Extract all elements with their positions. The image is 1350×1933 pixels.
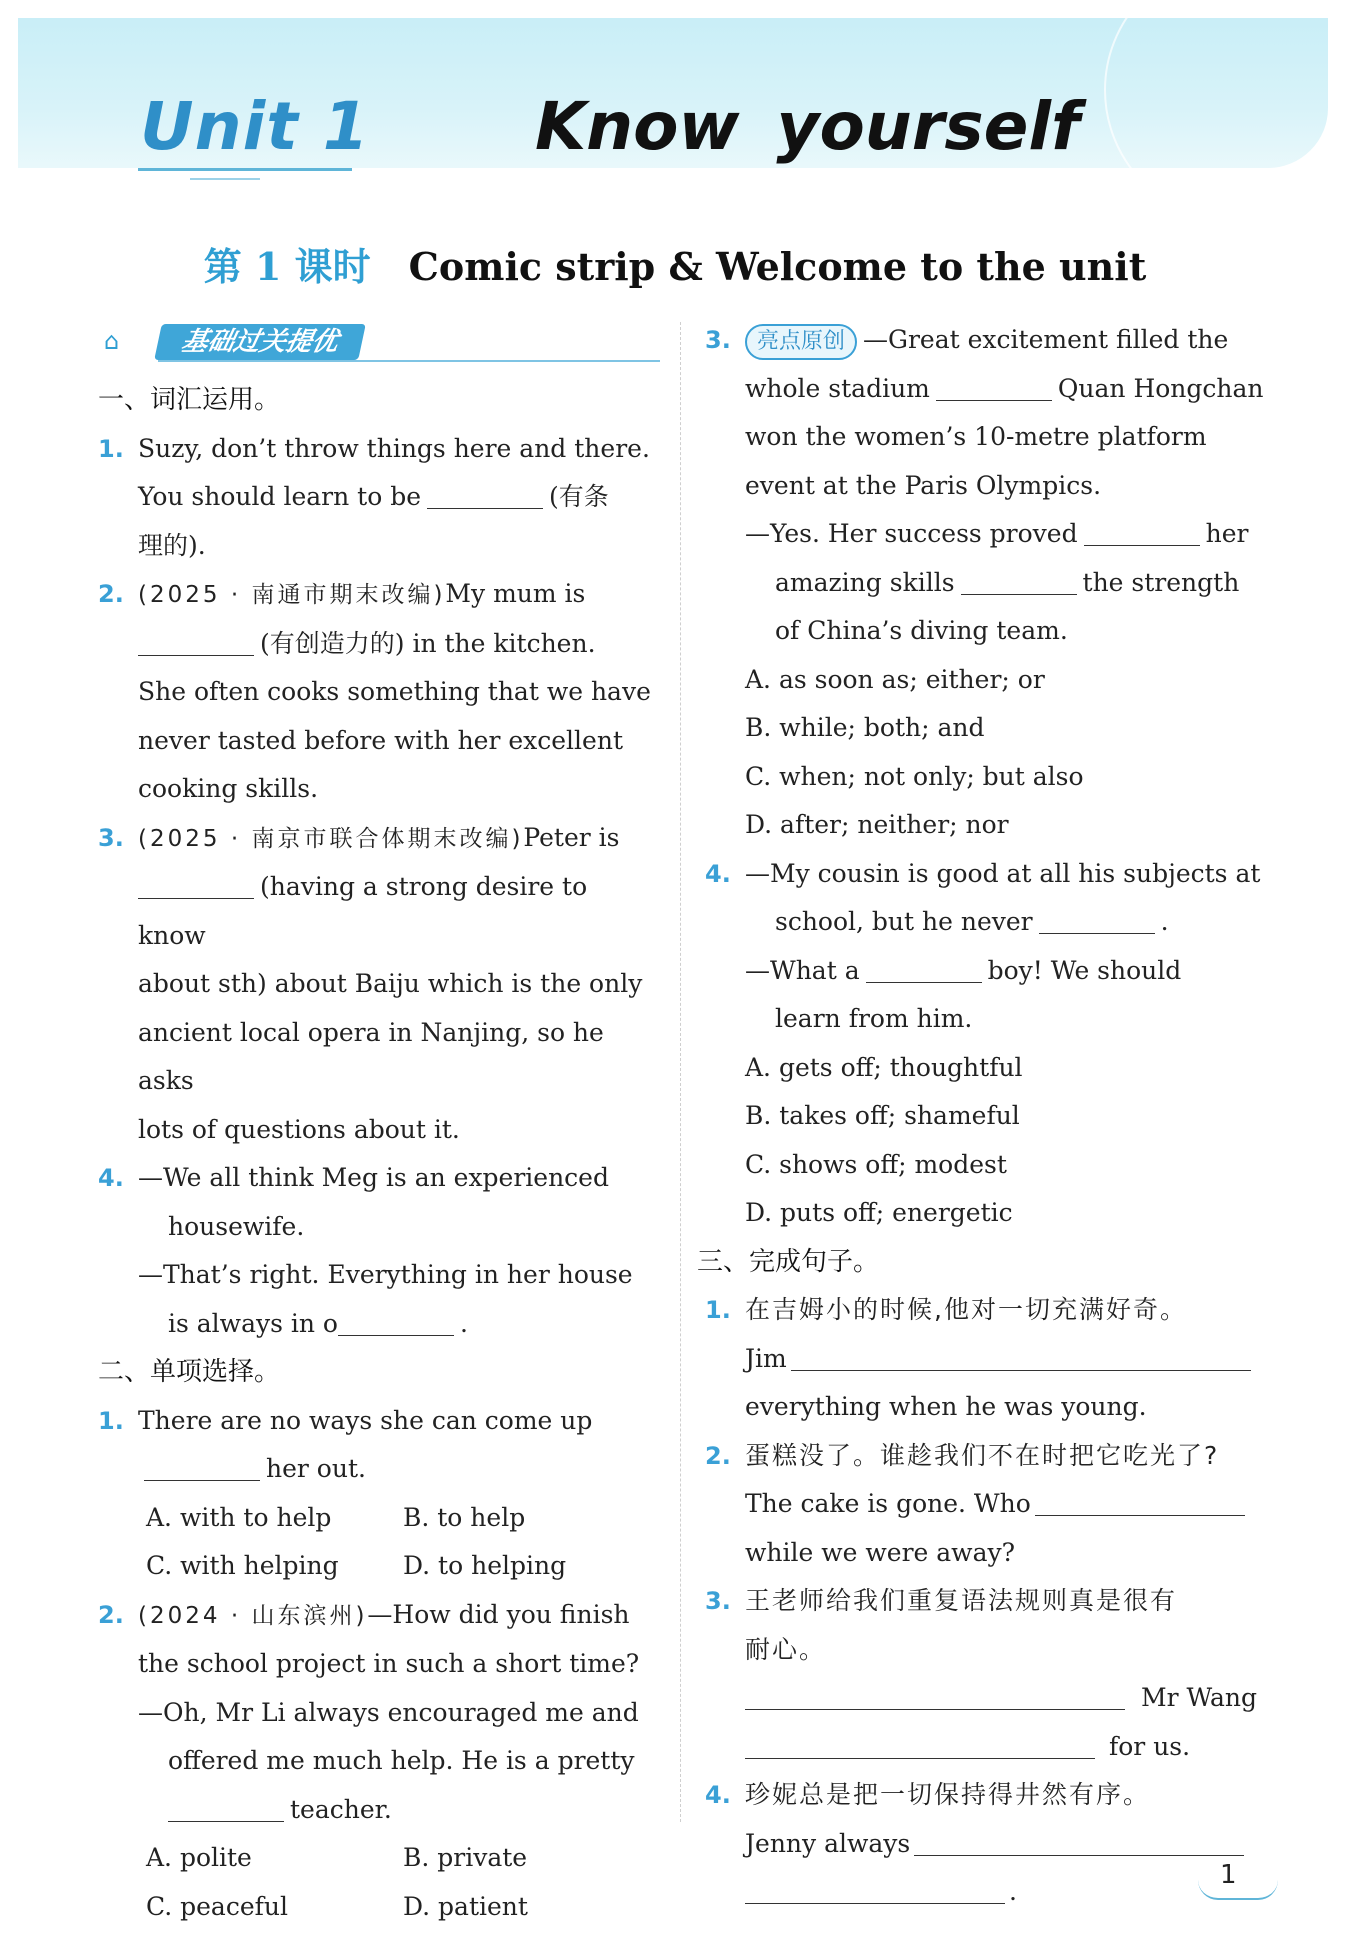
option[interactable]: B. private <box>403 1843 528 1872</box>
question-line <box>745 510 1275 559</box>
question-line <box>745 1868 1275 1917</box>
option[interactable]: C. with helping <box>146 1551 339 1580</box>
section-banner-line <box>158 360 660 362</box>
text: the strength <box>1082 567 1240 597</box>
question-text: lots of questions about it. <box>138 1114 460 1144</box>
section-title-vocab: 一、词汇运用。 <box>98 385 281 415</box>
answer-blank[interactable] <box>745 1730 1095 1759</box>
question-line <box>745 316 1275 365</box>
answer-blank[interactable] <box>138 627 254 656</box>
question-line <box>138 1445 660 1494</box>
text: Quan Hongchan <box>1057 373 1264 403</box>
question-line <box>745 1480 1275 1529</box>
lesson-number: 第 1 课时 <box>203 244 371 289</box>
source-note: (2024 · 山东滨州) <box>138 1602 368 1629</box>
question-number: 1. <box>98 1406 124 1435</box>
question-text: about sth) about Baiju which is the only <box>138 969 643 998</box>
option[interactable]: C. when; not only; but also <box>745 761 1084 791</box>
home-icon: ⌂ <box>104 327 120 355</box>
question <box>98 1154 660 1348</box>
question-line <box>745 1723 1275 1772</box>
source-note: (2025 · 南通市期末改编) <box>138 582 446 608</box>
question <box>98 814 660 1155</box>
question-text: everything when he was young. <box>745 1392 1147 1421</box>
text: (有条 <box>549 482 609 511</box>
question-number: 3. <box>705 1587 731 1615</box>
option[interactable]: B. takes off; shameful <box>745 1101 1020 1130</box>
question <box>705 1286 1275 1432</box>
question-line <box>745 947 1275 996</box>
page-number: 1 <box>1220 1860 1237 1890</box>
question-text: cooking skills. <box>138 774 319 803</box>
option[interactable]: A. gets off; thoughtful <box>745 1052 1023 1082</box>
question-number: 1. <box>98 434 124 463</box>
unit-label: Unit 1 <box>140 88 370 165</box>
question-text: —We all think Meg is an experienced <box>138 1163 609 1192</box>
text: . <box>1009 1877 1017 1906</box>
text: her <box>1205 519 1249 548</box>
question-line <box>745 1335 1275 1384</box>
question-text: Suzy, don’t throw things here and there. <box>138 433 650 463</box>
question-line <box>138 1591 660 1641</box>
answer-blank[interactable] <box>914 1827 1244 1856</box>
question-line <box>138 570 660 620</box>
text: school, but he never <box>775 907 1033 936</box>
question-line <box>745 898 1275 947</box>
answer-blank[interactable] <box>866 954 982 983</box>
text: You should learn to be <box>138 482 421 511</box>
section-title-choice: 二、单项选择。 <box>98 1357 281 1387</box>
question-text: housewife. <box>168 1211 305 1241</box>
chinese-prompt: 耐心。 <box>745 1634 827 1664</box>
question-text: She often cooks something that we have <box>138 677 651 706</box>
chinese-prompt: 蛋糕没了。谁趁我们不在时把它吃光了? <box>745 1440 1220 1470</box>
answer-blank[interactable] <box>791 1342 1251 1371</box>
question-line <box>138 473 660 522</box>
question-number: 4. <box>705 1781 731 1809</box>
question-line <box>745 365 1275 414</box>
option[interactable]: A. with to help <box>146 1502 332 1532</box>
answer-blank[interactable] <box>168 1793 284 1822</box>
question <box>98 1397 660 1591</box>
section-title-complete: 三、完成句子。 <box>697 1246 880 1277</box>
text: —How did you finish <box>367 1599 630 1629</box>
text: —Great excitement filled the <box>863 325 1229 354</box>
options <box>138 1834 660 1931</box>
option[interactable]: A. polite <box>146 1843 252 1872</box>
question <box>98 1591 660 1932</box>
text: The cake is gone. Who <box>745 1489 1031 1518</box>
option[interactable]: D. after; neither; nor <box>745 810 1009 839</box>
option[interactable]: D. patient <box>403 1891 528 1921</box>
question <box>705 1771 1275 1917</box>
text: My mum is <box>445 579 586 608</box>
option[interactable]: D. to helping <box>403 1551 567 1580</box>
question <box>98 570 660 814</box>
question-number: 2. <box>98 1600 124 1629</box>
chinese-prompt: 珍妮总是把一切保持得井然有序。 <box>745 1780 1151 1809</box>
original-badge: 亮点原创 <box>745 324 857 360</box>
options <box>138 1494 660 1591</box>
question-text: ancient local opera in Nanjing, so he asks <box>138 1017 604 1095</box>
question-number: 3. <box>98 823 124 852</box>
option[interactable]: B. to help <box>403 1502 526 1532</box>
answer-blank[interactable] <box>138 870 254 899</box>
text: her out. <box>266 1454 366 1483</box>
question <box>705 1432 1275 1578</box>
question-line <box>138 863 660 960</box>
text: —Yes. Her success proved <box>745 519 1078 548</box>
answer-blank[interactable] <box>1084 517 1200 546</box>
question-line <box>745 1674 1275 1723</box>
text: . <box>459 1308 468 1338</box>
answer-blank[interactable] <box>1039 905 1155 934</box>
question-number: 2. <box>98 580 124 608</box>
question-line <box>745 559 1275 608</box>
left-column <box>98 320 660 1931</box>
question-number: 4. <box>705 859 731 888</box>
question-text: There are no ways she can come up <box>138 1405 593 1435</box>
text: is always in o <box>168 1308 338 1338</box>
question-line <box>138 620 660 669</box>
unit-title: Know yourself <box>535 88 1080 165</box>
question-text: offered me much help. He is a pretty <box>168 1746 635 1775</box>
text: Jenny always <box>745 1828 911 1858</box>
unit-underline-short <box>190 178 260 180</box>
answer-blank[interactable] <box>1035 1487 1245 1516</box>
text: for us. <box>1109 1731 1191 1761</box>
option[interactable]: B. while; both; and <box>745 713 985 742</box>
text: boy! We should <box>987 955 1182 985</box>
question-text: 理的). <box>138 530 206 560</box>
question-line <box>138 1786 660 1835</box>
question-number: 2. <box>705 1441 731 1470</box>
question-text: event at the Paris Olympics. <box>745 470 1102 500</box>
text: (having a strong desire to know <box>138 872 588 950</box>
question-text: of China’s diving team. <box>775 616 1068 645</box>
chinese-prompt: 王老师给我们重复语法规则真是很有 <box>745 1586 1178 1615</box>
option[interactable]: C. shows off; modest <box>745 1149 1007 1179</box>
answer-blank[interactable] <box>961 566 1077 595</box>
question-text: —That’s right. Everything in her house <box>138 1260 633 1289</box>
source-note: (2025 · 南京市联合体期末改编) <box>138 825 524 852</box>
text: teacher. <box>290 1794 392 1824</box>
question <box>705 850 1275 1238</box>
option[interactable]: A. as soon as; either; or <box>745 664 1045 694</box>
column-divider <box>680 322 681 1822</box>
question-text: learn from him. <box>775 1004 973 1033</box>
text: whole stadium <box>745 373 930 403</box>
unit-underline <box>138 168 352 171</box>
answer-blank[interactable] <box>936 372 1052 401</box>
answer-blank[interactable] <box>144 1452 260 1481</box>
question-text: —My cousin is good at all his subjects at <box>745 858 1261 888</box>
question-line <box>745 1820 1275 1869</box>
question-text: —Oh, Mr Li always encouraged me and <box>138 1697 639 1727</box>
question <box>705 316 1275 850</box>
answer-blank[interactable] <box>427 480 543 509</box>
option[interactable]: C. peaceful <box>146 1891 288 1921</box>
lesson-name: Comic strip & Welcome to the unit <box>408 244 1147 289</box>
text: . <box>1160 907 1169 936</box>
text: Jim <box>745 1343 787 1373</box>
answer-blank[interactable] <box>338 1307 454 1336</box>
answer-blank[interactable] <box>745 1681 1125 1710</box>
option[interactable]: D. puts off; energetic <box>745 1198 1013 1227</box>
question-text: the school project in such a short time? <box>138 1649 640 1678</box>
text: —What a <box>745 955 860 985</box>
text: Peter is <box>523 822 620 852</box>
question-text: won the women’s 10-metre platform <box>745 422 1207 451</box>
text: (有创造力的) in the kitchen. <box>260 628 596 658</box>
section-banner <box>98 320 660 366</box>
text: Mr Wang <box>1141 1683 1258 1712</box>
page-number-decoration <box>1198 1880 1278 1900</box>
question <box>705 1577 1275 1771</box>
text: amazing skills <box>775 567 955 597</box>
question-number: 1. <box>705 1296 731 1324</box>
right-column <box>697 316 1275 1917</box>
question-number: 4. <box>98 1164 124 1192</box>
question <box>98 425 660 571</box>
question-line <box>138 1300 660 1349</box>
section-banner-label: 基础过关提优 <box>154 324 366 360</box>
chinese-prompt: 在吉姆小的时候,他对一切充满好奇。 <box>745 1295 1187 1324</box>
question-text: while we were away? <box>745 1537 1015 1567</box>
answer-blank[interactable] <box>745 1875 1005 1904</box>
lesson-title <box>0 236 1350 291</box>
question-text: never tasted before with her excellent <box>138 725 623 755</box>
question-number: 3. <box>705 326 731 354</box>
question-line <box>138 814 660 864</box>
